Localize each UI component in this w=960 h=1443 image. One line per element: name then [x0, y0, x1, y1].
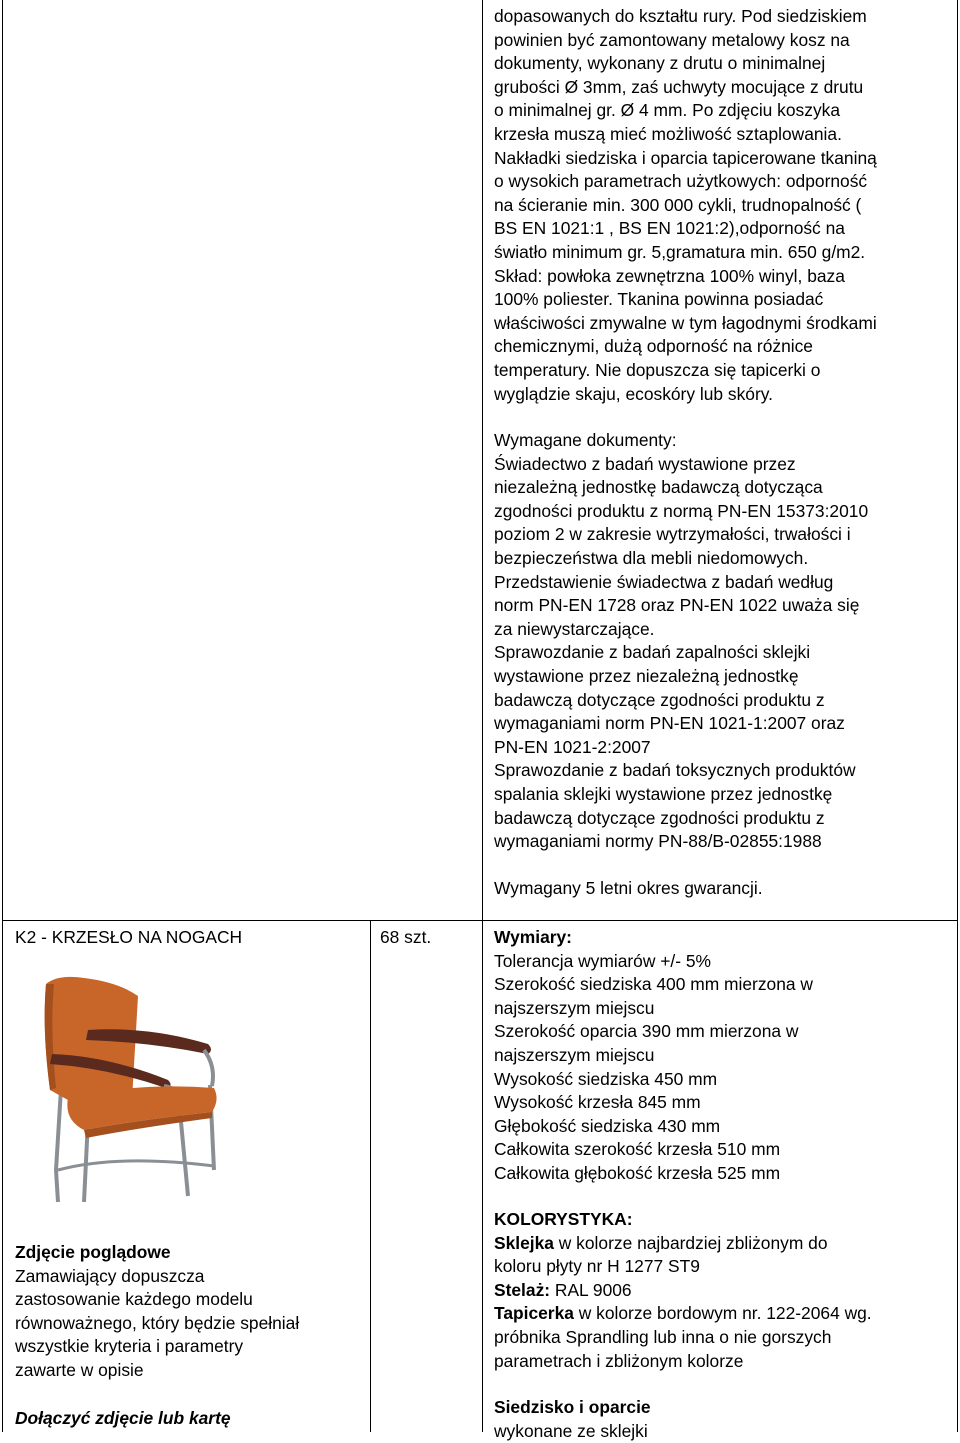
seat-material [494, 1396, 956, 1443]
item-name: K2 - KRZESŁO NA NOGACH [15, 927, 243, 947]
item-quantity-cell [380, 926, 480, 950]
upholstery-label: Tapicerka [494, 1303, 574, 1324]
dimensions-heading: Wymiary: [494, 927, 572, 947]
colors [494, 1208, 956, 1373]
warranty-text: Wymagany 5 letni okres gwarancji. [494, 878, 763, 898]
row-separator [2, 920, 958, 921]
description-text: dopasowanych do kształtu rury. Pod siedziskiem powinien być zamontowany metalowy kosz na dokumenty, wykonany z drutu o minimalnej grubości Ø 3mm, zaś uchwyty mocujące z drutu o minimalnej gr. Ø 4 mm. Po zdjęciu koszyka krzesła muszą mieć możliwość sztaplowania. Nakładki siedziska i oparcia tapicerowane tkaniną o wysokich parametrach użytkowych: odporność na ścieranie min. 300 000 cykli, trudnopalność ( BS EN 1021:1 , BS EN 1021:2),odporność na światło minimum gr. 5,gramatura min. 650 g/m2. Skład: powłoka zewnętrzna 100% winyl, baza 100% poliester. Tkanina powinna posiadać właściwości zmywalne w tym łagodnymi środkami chemicznymi, dużą odporność na różnice temperatury. Nie dopuszcza się tapicerki o wyglądzie skaju, ecoskóry lub skóry. [494, 6, 877, 404]
required-documents-text: Wymagane dokumenty: Świadectwo z badań wystawione przez niezależną jednostkę badawczą dotycząca zgodności produktu z normą PN-EN 15373:2010 poziom 2 w zakresie wytrzymałości, trwałości i bezpieczeństwa dla mebli niedomowych. Przedstawienie świadectwa z badań według norm PN-EN 1728 oraz PN-EN 1022 uważa się za niewystarczające. Sprawozdanie z badań zapalności sklejki wystawione przez niezależną jednostkę badawczą dotyczące zgodności produktu z wymaganiami norm PN-EN 1021-1:2007 oraz PN-EN 1021-2:2007 Sprawozdanie z badań toksycznych produktów spalania sklejki wystawione przez jednostkę badawczą dotyczące zgodności produktu z wymaganiami normy PN-88/B-02855:1988 [494, 430, 869, 852]
table-border-right [957, 0, 958, 1432]
item-quantity: 68 szt. [380, 927, 432, 947]
plywood-label: Sklejka [494, 1232, 554, 1253]
chair-frame-rail [58, 1161, 214, 1170]
photo-caption [15, 1241, 365, 1383]
warranty [494, 877, 956, 901]
chair-photo [28, 970, 223, 1206]
dimensions [494, 926, 956, 1186]
colors-heading: KOLORYSTYKA: [494, 1209, 633, 1229]
seat-label: Siedzisko i oparcie [494, 1397, 651, 1417]
colors-text: KOLORYSTYKA: Sklejka w kolorze najbardziej zbliżonym do koloru płyty nr H 1277 ST9 Stelaż: RAL 9006 Tapicerka w kolorze bordowym nr. 122-2064 wg. próbnika Sprandling lub inna o nie gorszych parametrach i zbliżonym kolorze [494, 1209, 872, 1371]
photo-caption-text: Zdjęcie poglądowe Zamawiający dopuszcza zastosowanie każdego modelu równoważnego, który będzie spełniał wszystkie kryteria i parametry zawarte w opisie [15, 1242, 300, 1380]
photo-caption-title: Zdjęcie poglądowe [15, 1242, 171, 1262]
product-description-continued [494, 5, 956, 406]
table-border-left [2, 0, 3, 1432]
item-name-cell [15, 926, 365, 950]
required-documents [494, 429, 956, 854]
chair-arm-support [204, 1050, 213, 1086]
frame-label: Stelaż: [494, 1279, 551, 1300]
dimensions-text: Wymiary: Tolerancja wymiarów +/- 5% Szerokość siedziska 400 mm mierzona w najszerszym miejscu Szerokość oparcia 390 mm mierzona w najszerszym miejscu Wysokość siedziska 450 mm Wysokość krzesła 845 mm Głębokość siedziska 430 mm Całkowita szerokość krzesła 510 mm Całkowita głębokość krzesła 525 mm [494, 927, 813, 1183]
table-divider-col3 [482, 0, 483, 1432]
attach-note: Dołączyć zdjęcie lub kartę [15, 1408, 231, 1428]
seat-material-text: Siedzisko i oparcie wykonane ze sklejki [494, 1397, 651, 1441]
required-documents-heading: Wymagane dokumenty: [494, 430, 677, 450]
attach-note-cell [15, 1407, 365, 1431]
table-divider-col2 [370, 920, 371, 1432]
